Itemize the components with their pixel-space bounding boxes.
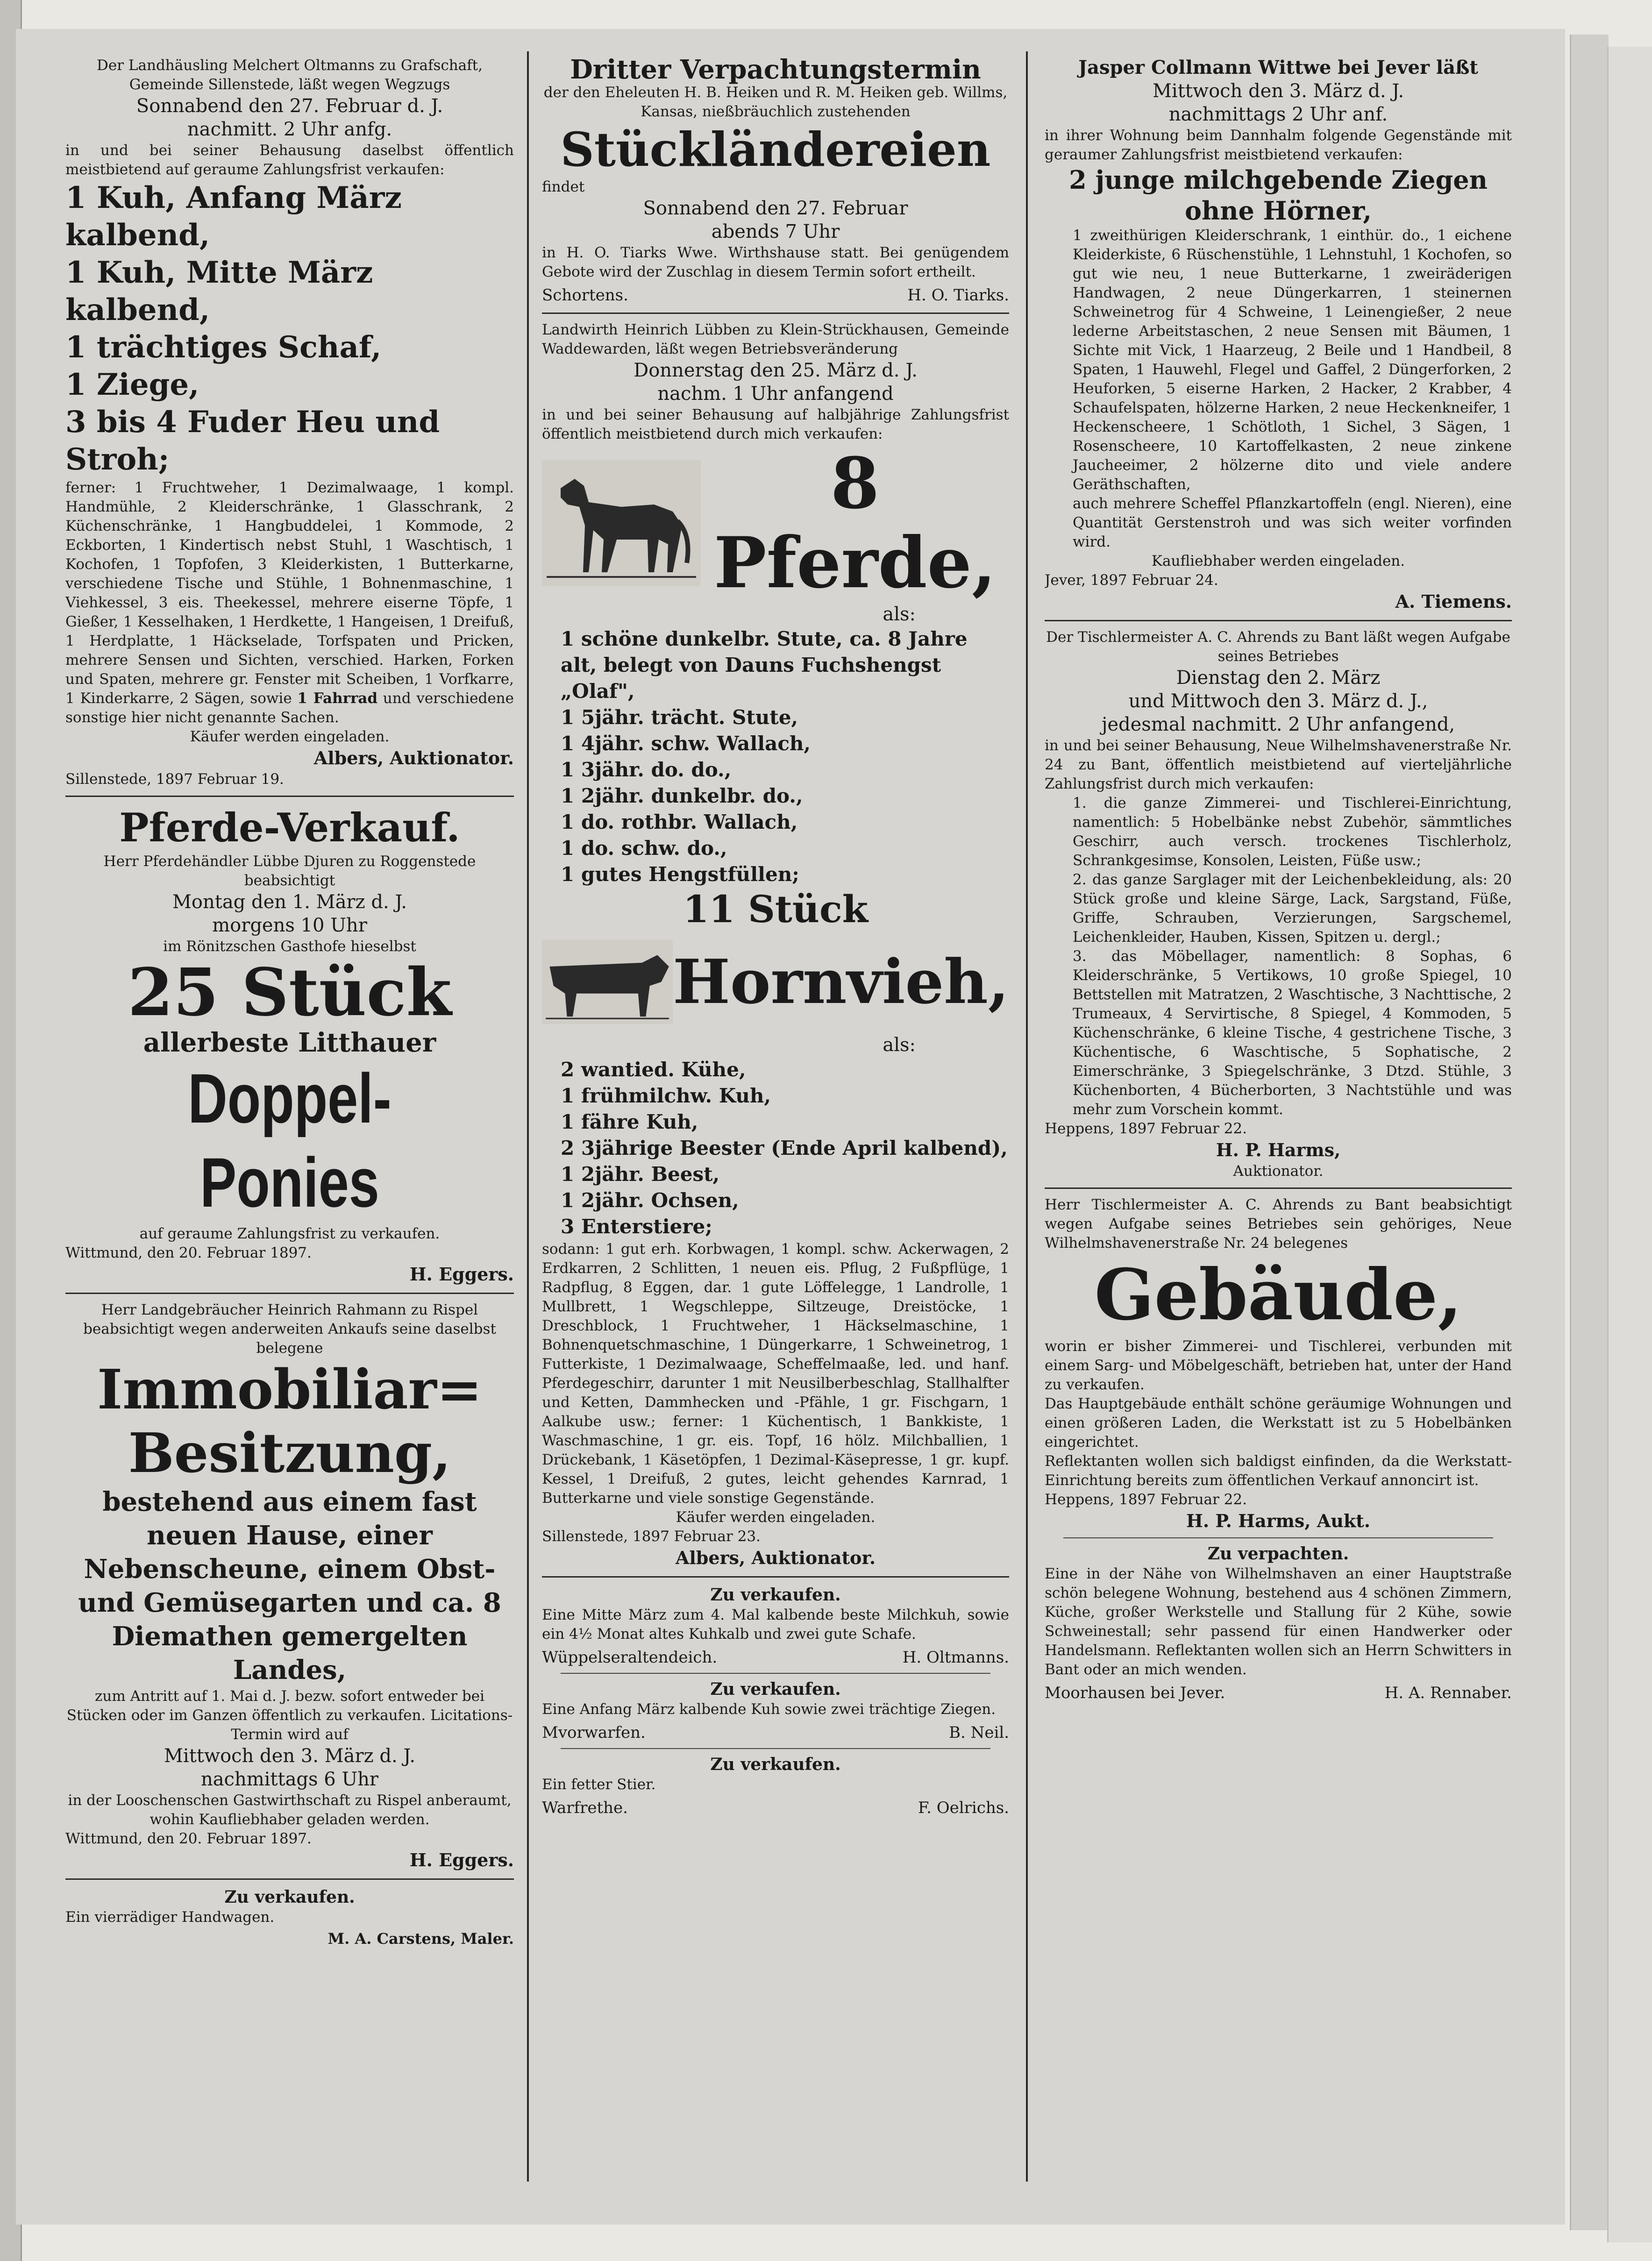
ad-time: nachmittags 2 Uhr anf. — [1168, 104, 1388, 125]
ad-signature — [1045, 1682, 1512, 1704]
page-edge-right — [1570, 35, 1609, 2230]
ad-time: jedesmal nachmitt. 2 Uhr anfangend, — [1101, 714, 1455, 735]
horse-item: 1 schöne dunkelbr. Stute, ca. 8 Jahre alt, belegt von Dauns Fuchshengst „Olaf", — [561, 627, 968, 703]
column-rule — [1026, 51, 1028, 2182]
ad-place: Wüppelseraltendeich. — [542, 1648, 718, 1667]
ad-horses: 8 Pferde, — [713, 442, 997, 604]
ad-handwagen — [65, 1886, 514, 1950]
ad-signer: H. O. Tiarks. — [907, 286, 1009, 305]
ad-place: Wittmund, den 20. Februar 1897. — [65, 1830, 312, 1847]
page-edge-far-right — [1607, 47, 1652, 2242]
ad-signer: H. Oltmanns. — [902, 1648, 1009, 1667]
ad-item: 3 bis 4 Fuder Heu und Stroh; — [65, 405, 440, 477]
ad-body: in und bei seiner Behausung, Neue Wilhelmshavenerstraße Nr. 24 zu Bant, öffentlich meistbietend auf vierteljährliche Zahlungsfrist durch mich verkaufen: — [1045, 737, 1512, 792]
ad-item: 1 Kuh, Mitte März kalbend, — [65, 255, 373, 327]
horse-item: 1 3jähr. do. do., — [561, 758, 732, 781]
ad-place: Heppens, 1897 Februar 22. — [1045, 1491, 1247, 1508]
ad-invite: Käufer werden eingeladen. — [676, 1509, 876, 1526]
ad-place: Jever, 1897 Februar 24. — [1045, 572, 1218, 589]
ad-divider — [561, 1748, 990, 1749]
ad-place: Mvorwarfen. — [542, 1723, 646, 1742]
ad-oltmanns-kuh — [542, 1584, 1009, 1668]
ad-signature — [542, 1722, 1009, 1743]
ad-location: in der Looschenschen Gastwirthschaft zu Rispel anberaumt, wohin Kaufliebhaber geladen werden. — [68, 1792, 512, 1828]
ad-body: Ein fetter Stier. — [542, 1776, 656, 1793]
ad-invite: Kaufliebhaber werden eingeladen. — [1151, 553, 1405, 569]
ad-intro: Der Tischlermeister A. C. Ahrends zu Bant läßt wegen Aufgabe seines Betriebes — [1046, 629, 1510, 665]
ad-divider — [65, 1293, 514, 1294]
ad-immobilien — [65, 1301, 514, 1872]
ad-count: 11 Stück — [683, 887, 869, 931]
ad-verpachtung — [542, 56, 1009, 306]
column-3 — [1045, 56, 1512, 2196]
ad-place: Wittmund, den 20. Februar 1897. — [65, 1244, 312, 1261]
ad-list: 1 zweithürigen Kleiderschrank, 1 einthür. do., 1 eichene Kleiderkiste, 6 Rüschenstühle, 1 Lehnstuhl, 1 Kochofen, so gut wie neu, 1 neue Butterkarne, 1 zweiräderigen Handwagen, 2 neue Düngerkarren, 1 steinernen Schweinetrog für 4 Schweine, 1 Leinengießer, 2 neue lederne Arbeitstaschen, 2 neue Sensen mit Bäumen, 1 Sichte mit Vick, 1 Haarzeug, 2 Beile und 1 Handbeil, 8 Spaten, 1 Hauwehl, Flegel und Gaffel, 2 Düngerforken, 2 Heuforken, 5 eiserne Harken, 2 Hacker, 2 Krabber, 4 Schaufelspaten, hölzerne Harken, 2 neue Heckenkneifer, 1 Heckenscheere, 1 Schötloth, 1 Sichel, 3 Sägen, 1 Rosenscheere, 10 Kartoffelkasten, 2 neue zinkene Jaucheeimer, 2 hölzerne dito und viele andere Geräthschaften, — [1073, 227, 1512, 493]
column-rule — [527, 51, 529, 2182]
horse-item: 1 do. rothbr. Wallach, — [561, 811, 798, 833]
ad-als: als: — [883, 1034, 916, 1056]
ad-place: Sillenstede, 1897 Februar 23. — [542, 1528, 761, 1545]
ad-date: Sonnabend den 27. Februar d. J. — [136, 95, 443, 117]
ad-date: Donnerstag den 25. März d. J. — [634, 360, 918, 381]
ad-signer: Albers, Auktionator. — [675, 1547, 876, 1568]
ad-title: Zu verpachten. — [1207, 1544, 1349, 1564]
ad-location: im Rönitzschen Gasthofe hieselbst — [163, 938, 416, 955]
ad-intro: Der Landhäusling Melchert Oltmanns zu Grafschaft, Gemeinde Sillenstede, läßt wegen Wegzugs — [97, 57, 483, 93]
ad-time: nachmittags 6 Uhr — [200, 1769, 379, 1790]
ad-signer: H. P. Harms, Aukt. — [1186, 1510, 1370, 1531]
horse-item: 1 do. schw. do., — [561, 837, 727, 860]
ad-item: 1. die ganze Zimmerei- und Tischlerei-Einrichtung, namentlich: 5 Hobelbänke nebst Zubehör, sämmtliches Geschirr, auch versch. trockenes Tischlerholz, Schrankgesimse, Konsolen, Leisten, Füße usw.; — [1073, 795, 1512, 869]
ad-pferde-verkauf — [65, 803, 514, 1286]
ad-neil — [542, 1678, 1009, 1743]
ad-item: 1 Ziege, — [65, 367, 199, 402]
ad-divider — [542, 1576, 1009, 1578]
horse-item: 1 gutes Hengstfüllen; — [561, 863, 799, 886]
ad-horses-row — [542, 444, 1009, 603]
horse-item: 1 2jähr. dunkelbr. do., — [561, 784, 803, 807]
ad-signer: H. A. Rennaber. — [1384, 1684, 1512, 1702]
ad-body: worin er bisher Zimmerei- und Tischlerei, verbunden mit einem Sarg- und Möbelgeschäft, betrieben hat, unter der Hand zu verkaufen. — [1045, 1338, 1512, 1393]
ad-signer: H. P. Harms, — [1216, 1139, 1341, 1160]
ad-intro: der den Eheleuten H. B. Heiken und R. M. Heiken geb. Willms, Kansas, nießbräuchlich zustehenden — [543, 84, 1008, 120]
ad-divider — [65, 1878, 514, 1880]
ad-oltmanns — [65, 56, 514, 789]
ad-body: in und bei seiner Behausung auf halbjährige Zahlungsfrist öffentlich meistbietend durch mich verkaufen: — [542, 406, 1009, 442]
ad-intro: Landwirth Heinrich Lübben zu Klein-Strückhausen, Gemeinde Waddewarden, läßt wegen Betriebsveränderung — [542, 321, 1009, 357]
ad-title: Zu verkaufen. — [710, 1585, 841, 1605]
ad-count: 25 Stück — [128, 954, 452, 1031]
cattle-item: 1 fähre Kuh, — [561, 1110, 698, 1133]
ad-body: in und bei seiner Behausung daselbst öffentlich meistbietend auf geraume Zahlungsfrist verkaufen: — [65, 142, 514, 178]
column-2 — [542, 56, 1009, 2196]
ad-verpachten — [1045, 1543, 1512, 1704]
ad-time: nachm. 1 Uhr anfangend — [657, 383, 894, 405]
ad-signature — [542, 284, 1009, 306]
ad-intro: Herr Tischlermeister A. C. Ahrends zu Bant beabsichtigt wegen Aufgabe seines Betriebes sein gehöriges, Neue Wilhelmshavenerstraße Nr. 24 belegenes — [1045, 1196, 1512, 1251]
ad-signer: B. Neil. — [948, 1723, 1009, 1742]
ad-list — [65, 478, 514, 727]
ad-place: Sillenstede, 1897 Februar 19. — [65, 771, 284, 788]
ad-body: Ein vierrädiger Handwagen. — [65, 1909, 275, 1926]
ad-luebben — [542, 320, 1009, 1570]
ad-item: 1 trächtiges Schaf, — [65, 330, 382, 365]
cattle-illustration-icon — [542, 931, 673, 1033]
ad-item: 3. das Möbellager, namentlich: 8 Sophas, 6 Kleiderschränke, 5 Vertikows, 10 große Spiegel, 10 Bettstellen mit Matratzen, 2 Waschtische, 3 Nachttische, 2 Trumeaux, 4 Servirtische, 8 Spiegel, 4 Kommoden, 5 Küchenschränke, 6 kleine Tische, 4 gestrichene Tische, 3 Küchentische, 6 Waschtische, 5 Sophatische, 2 Eimerschränke, 3 Spiegelschränke, 3 Dtzd. Stühle, 3 Küchenborten, 4 Bücherborten, 3 Nachtstühle und was mehr zum Vorschein kommt. — [1073, 948, 1512, 1118]
ad-ahrends-building — [1045, 1195, 1512, 1533]
ad-signature — [542, 1797, 1009, 1819]
cattle-item: 2 wantied. Kühe, — [561, 1058, 746, 1081]
ad-item: 2. das ganze Sarglager mit der Leichenbekleidung, als: 20 Stück große und kleine Särge, Lack, Sargstand, Füße, Griffe, Schrauben, Verzierungen, Sargschemel, Leichenkleider, Hauben, Kissen, Spitzen u. dergl.; — [1073, 871, 1512, 946]
ad-place: Schortens. — [542, 286, 628, 305]
ad-main: Doppel-Ponies — [188, 1059, 392, 1222]
ad-body: Eine in der Nähe von Wilhelmshaven an einer Hauptstraße schön belegene Wohnung, bestehend aus 4 schönen Zimmern, Küche, großer Werkstelle und Stallung für 2 Kühe, sowie Schweinestall; sehr passend für einen Handwerker oder Handelsmann. Reflektanten wollen sich an Herrn Schwitters in Bant oder an mich wenden. — [1045, 1565, 1512, 1678]
ad-signer: H. Eggers. — [409, 1849, 514, 1870]
ad-divider — [561, 1673, 990, 1674]
ad-date: Montag den 1. März d. J. — [172, 891, 407, 913]
ad-oelrichs — [542, 1754, 1009, 1819]
horse-item: 1 5jähr. trächt. Stute, — [561, 706, 798, 729]
ad-goats: 2 junge milchgebende Ziegen ohne Hörner, — [1069, 165, 1488, 226]
ad-title-1: Immobiliar= — [97, 1358, 482, 1422]
ad-date: Mittwoch den 3. März d. J. — [1152, 80, 1404, 102]
ad-als: als: — [883, 604, 916, 625]
ad-signer: M. A. Carstens, Maler. — [328, 1930, 514, 1948]
ad-item: 1 Kuh, Anfang März kalbend, — [65, 180, 402, 253]
ad-date: Mittwoch den 3. März d. J. — [164, 1745, 416, 1767]
ad-invite: Käufer werden eingeladen. — [190, 728, 390, 745]
ad-title-2: Besitzung, — [128, 1422, 451, 1485]
ad-signer: Albers, Auktionator. — [313, 747, 514, 768]
ad-place: Warfrethe. — [542, 1799, 628, 1817]
ad-signer: F. Oelrichs. — [918, 1799, 1009, 1817]
ad-place: Heppens, 1897 Februar 22. — [1045, 1120, 1247, 1137]
cattle-item: 2 3jährige Beester (Ende April kalbend), — [561, 1137, 1008, 1159]
cattle-item: 3 Enterstiere; — [561, 1215, 712, 1238]
ad-ahrends-auction — [1045, 628, 1512, 1181]
ad-main: Gebäude, — [1094, 1254, 1462, 1336]
ad-body: Eine Mitte März zum 4. Mal kalbende beste Milchkuh, sowie ein 4½ Monat altes Kuhkalb und zwei gute Schafe. — [542, 1607, 1009, 1642]
ad-signer: H. Eggers. — [409, 1264, 514, 1285]
ad-rest: und verschiedene sonstige hier nicht genannte Sachen. — [65, 690, 514, 726]
ad-signature — [542, 1647, 1009, 1668]
ad-terms: auf geraume Zahlungsfrist zu verkaufen. — [139, 1225, 440, 1242]
ad-findet: findet — [542, 178, 585, 195]
ad-time: morgens 10 Uhr — [212, 915, 367, 936]
ad-cattle-row — [542, 931, 1009, 1033]
column-1 — [65, 56, 514, 2196]
ad-body: in ihrer Wohnung beim Dannhalm folgende Gegenstände mit geraumer Zahlungsfrist meistbietend verkaufen: — [1045, 127, 1512, 163]
ad-date: Sonnabend den 27. Februar — [643, 198, 908, 219]
ad-divider — [1045, 1187, 1512, 1189]
ad-cattle: Hornvieh, — [673, 946, 1009, 1017]
ad-signer: A. Tiemens. — [1395, 591, 1512, 612]
ad-sodann: sodann: 1 gut erh. Korbwagen, 1 kompl. schw. Ackerwagen, 2 Erdkarren, 2 Schlitten, 1 neuen eis. Pflug, 2 Fußpflüge, 1 Radpflug, 8 Eggen, dar. 1 gute Löffelegge, 1 Landrolle, 1 Mullbrett, 1 Wegschleppe, Siltzeuge, Dreistöcke, 1 Dreschblock, 1 Fruchtweher, 1 Häckselmaschine, 1 Bohnenquetschmaschine, 1 Düngerkarre, 1 Schweinetrog, 1 Futterkiste, 1 Dezimalwaage, Scheffelmaaße, led. und hanf. Pferdegeschirr, darunter 1 mit Neusilberbeschlag, Stallhalfter und Ketten, Dammhecken und -Pfähle, 1 gr. Fischgarn, 1 Aalkube usw.; ferner: 1 Küchentisch, 1 Bankkiste, 1 Waschmaschine, 1 gr. eis. Topf, 16 hölz. Milchballien, 1 Drückebank, 1 Käsetöpfen, 1 Dezimal-Käsepresse, 1 gr. kupf. Kessel, 1 Dreifuß, 2 gutes, leicht gehendes Karnrad, 1 Butterkarne und viele sonstige Gegenstände. — [542, 1241, 1009, 1507]
horse-item: 1 4jähr. schw. Wallach, — [561, 732, 811, 755]
ad-divider — [1045, 620, 1512, 621]
ad-ferner: ferner: 1 Fruchtweher, 1 Dezimalwaage, 1 kompl. Handmühle, 2 Kleiderschränke, 1 Glasschrank, 2 Küchenschränke, 1 Hangbuddelei, 1 Kommode, 2 Eckborten, 1 Kindertisch nebst Stuhl, 1 Waschtisch, 1 Kochofen, 1 Topfofen, 3 Kleiderkisten, 1 Butterkarne, verschiedene Tische und Stühle, 1 Bohnenmaschine, 1 Viehkessel, 3 eis. Theekessel, mehrere eiserne Töpfe, 1 Gießer, 1 Kesselhaken, 1 Herdkette, 1 Hangeisen, 1 Dreifuß, 1 Herdplatte, 1 Häckselade, Torfspaten und Pricken, mehrere Sensen und Sichten, verschied. Harken, Forken und Spaten, mehrere gr. Fenster mit Scheiben, 1 Vorfkarre, 1 Kinderkarre, 2 Sägen, sowie — [65, 479, 514, 707]
ad-title: Zu verkaufen. — [710, 1679, 841, 1699]
ad-intro: Herr Landgebräucher Heinrich Rahmann zu Rispel beabsichtigt wegen anderweiten Ankaufs seine daselbst belegene — [83, 1301, 496, 1357]
ad-sub: allerbeste Litthauer — [143, 1027, 436, 1058]
ad-collmann — [1045, 56, 1512, 613]
ad-place: Moorhausen bei Jever. — [1045, 1684, 1225, 1702]
ad-body: in H. O. Tiarks Wwe. Wirthshause statt. Bei genügendem Gebote wird der Zuschlag in diesem Termin sofort ertheilt. — [542, 244, 1009, 280]
ad-time: nachmitt. 2 Uhr anfg. — [187, 119, 392, 140]
ad-divider — [542, 313, 1009, 314]
cattle-item: 1 2jähr. Ochsen, — [561, 1189, 739, 1212]
ad-time: abends 7 Uhr — [711, 221, 840, 242]
ad-date-1: Dienstag den 2. März — [1176, 667, 1381, 689]
ad-title: Pferde-Verkauf. — [119, 804, 460, 851]
cattle-item: 1 frühmilchw. Kuh, — [561, 1084, 771, 1107]
ad-divider — [65, 796, 514, 797]
ad-terms: zum Antritt auf 1. Mai d. J. bezw. sofort entweder bei Stücken oder im Ganzen öffentlich zu verkaufen. Licitations-Termin wird auf — [66, 1688, 513, 1743]
ad-role: Auktionator. — [1233, 1163, 1324, 1180]
ad-title: Zu verkaufen. — [224, 1887, 355, 1907]
ad-main: Stückländereien — [560, 122, 991, 177]
ad-body-3: Reflektanten wollen sich baldigst einfinden, da die Werkstatt-Einrichtung bereits zum öffentlichen Verkauf annoncirt ist. — [1045, 1453, 1512, 1489]
ad-fahrrad: 1 Fahrrad — [297, 690, 378, 707]
ad-title: Dritter Verpachtungstermin — [570, 56, 981, 85]
ad-intro: Herr Pferdehändler Lübbe Djuren zu Roggenstede beabsichtigt — [103, 853, 476, 889]
ad-also: auch mehrere Scheffel Pflanzkartoffeln (engl. Nieren), eine Quantität Gerstenstroh und was sich weiter vorfinden wird. — [1073, 495, 1512, 550]
ad-date-2: und Mittwoch den 3. März d. J., — [1128, 690, 1428, 712]
cattle-item: 1 2jähr. Beest, — [561, 1163, 720, 1186]
ad-intro: Jasper Collmann Wittwe bei Jever läßt — [1078, 57, 1478, 78]
ad-divider — [1063, 1537, 1493, 1538]
ad-body: Eine Anfang März kalbende Kuh sowie zwei trächtige Ziegen. — [542, 1701, 996, 1718]
ad-body-2: Das Hauptgebäude enthält schöne geräumige Wohnungen und einen größeren Laden, die Werkstatt ist zu 5 Hobelbänken eingerichtet. — [1045, 1395, 1512, 1450]
horse-illustration-icon — [542, 460, 701, 586]
ad-desc: bestehend aus einem fast neuen Hause, einer Nebenscheune, einem Obst- und Gemüsegarten und ca. 8 Diemathen gemergelten Landes, — [78, 1486, 501, 1685]
ad-title: Zu verkaufen. — [710, 1755, 841, 1774]
